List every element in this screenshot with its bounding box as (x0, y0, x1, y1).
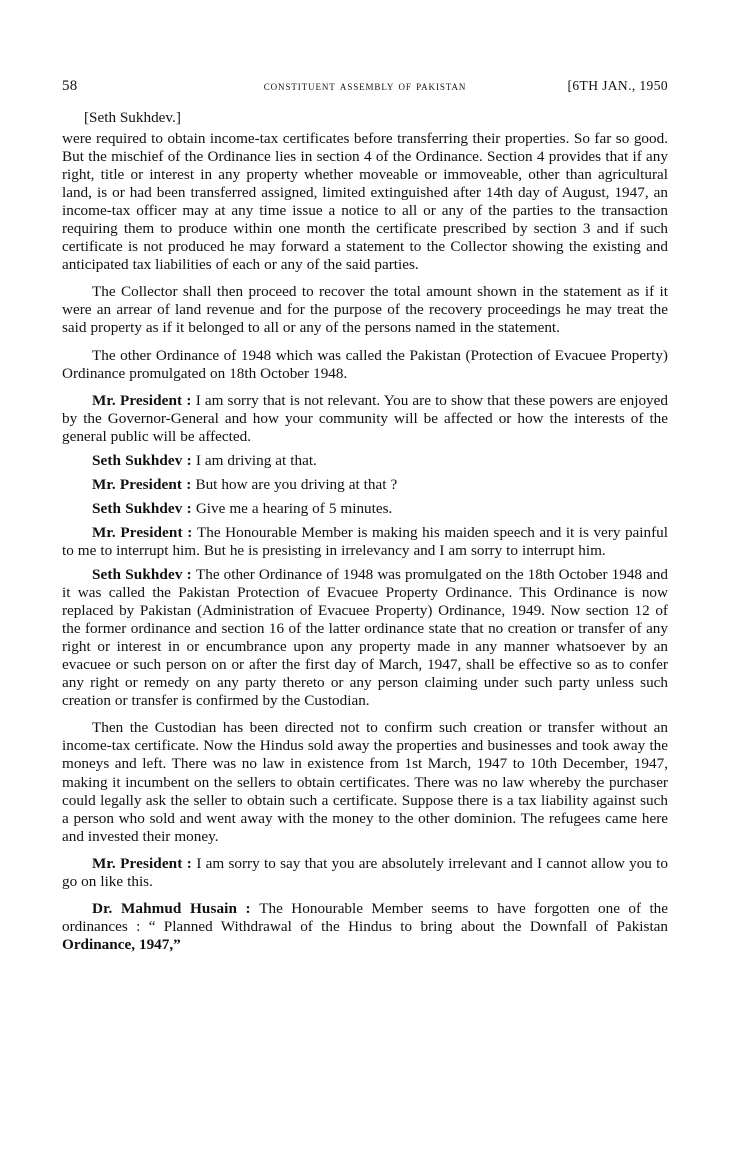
paragraph-custodian-directed: Then the Custodian has been directed not to confirm such creation or transfer without an income-tax certificate. Now the Hindus sold away the properties and businesses and took away the moneys and left. There was no law in existence from 1st March, 1947 to 10th December, 1947, making it incumbent on the sellers to obtain certificates. There was no law whereby the purchaser could legally ask the seller to obtain such a certificate. Suppose there is a tax liability against such a person who sold and went away with the money to the other dominion. The refugees came here and invested their money. (62, 719, 668, 845)
dialogue-text: I am driving at that. (195, 451, 317, 469)
dialogue-text: The other Ordinance of 1948 was promulgated on the 18th October 1948 and it was called the Pakistan Protection of Evacuee Property Ordinance. This Ordinance is now replaced by Pakistan (Administration of Evacuee Property) Ordinance, 1949. Now section 12 of the former ordinance and section 16 of the latter ordinance state that no creation or transfer of any right or interest in or encumbrance upon any property made in any manner whatsoever by an evacuee or such person on or after the first day of March, 1947, shall be effective so as to confer any right or remedy on any party thereto or any person claiming under such party unless such creation or transfer is confirmed by the Custodian. (62, 565, 668, 710)
dialogue-turn-husain-1 (62, 900, 668, 954)
paragraph-collector-recovery: The Collector shall then proceed to recover the total amount shown in the statement as if it were an arrear of land revenue and for the purpose of the recovery proceedings he may treat the said property as if it belonged to all or any of the persons named in the statement. (62, 283, 668, 337)
running-head-title: constituent assembly of pakistan (263, 78, 467, 93)
dialogue-text: The Honourable Member seems to have forgotten one of the ordinances : “ Planned Withdrawal of the Hindus to bring about the Downfall of Pakistan (62, 899, 669, 935)
speaker-name-president: Mr. President (92, 391, 183, 409)
paragraph-other-ordinance-1948: The other Ordinance of 1948 which was called the Pakistan (Protection of Evacuee Property) Ordinance promulgated on 18th October 1948. (62, 346, 668, 382)
speaker-colon: : (182, 475, 196, 493)
speaker-name-sukhdev: Seth Sukhdev (92, 451, 183, 469)
dialogue-text: But how are you driving at that ? (195, 475, 398, 493)
speaker-colon: : (182, 451, 196, 469)
speaker-colon: : (237, 899, 260, 917)
running-head-date: [6TH JAN., 1950 (567, 78, 668, 93)
speaker-colon: : (182, 854, 197, 872)
dialogue-text: The Honourable Member is making his maiden speech and it is very painful to me to interrupt him. But he is presisting in irrelevancy and I am sorry to interrupt him. (62, 523, 668, 559)
speaker-name-president: Mr. President (92, 523, 183, 541)
paragraph-continued: were required to obtain income-tax certificates before transferring their properties. So far so good. But the mischief of the Ordinance lies in section 4 of the Ordinance. Section 4 provides that if any right, title or interest in any property whether moveable or immoveable, other than agricultural land, is or had been transferred assigned, limited extinguished after 14th day of August, 1947, an income-tax officer may at any time issue a notice to all or any of the parties to the transaction requiring them to produce within one month the certificate prescribed by section 3 and if such certificate is not produced he may forward a statement to the Collector showing the existing and anticipated tax liabilities of each or any of the said parties. (62, 130, 668, 274)
speaker-name-husain: Dr. Mahmud Husain (92, 899, 238, 917)
dialogue-turn-president-3 (62, 524, 668, 560)
speaker-name-sukhdev: Seth Sukhdev (92, 565, 183, 583)
dialogue-text: I am sorry to say that you are absolutely irrelevant and I cannot allow you to go on like this. (62, 854, 668, 890)
body-text-column (62, 108, 668, 954)
dialogue-text: I am sorry that is not relevant. You are to show that these powers are enjoyed by the Governor-General and how your community will be affected or how the interests of the general public will be affected. (62, 391, 668, 445)
speaker-name-sukhdev: Seth Sukhdev (92, 499, 183, 517)
dialogue-text-emphasis: Ordinance, 1947,” (62, 935, 181, 953)
speaker-catchline: [Seth Sukhdev.] (84, 109, 181, 126)
speaker-colon: : (182, 499, 196, 517)
speaker-colon: : (182, 565, 196, 583)
dialogue-text: Give me a hearing of 5 minutes. (195, 499, 393, 517)
speaker-colon: : (182, 391, 196, 409)
speaker-name-president: Mr. President (92, 854, 183, 872)
speaker-colon: : (182, 523, 198, 541)
dialogue-turn-sukhdev-1 (62, 452, 668, 470)
dialogue-turn-president-4 (62, 855, 668, 891)
speaker-name-president: Mr. President (92, 475, 183, 493)
dialogue-turn-sukhdev-3 (62, 566, 668, 710)
dialogue-turn-sukhdev-2 (62, 500, 668, 518)
dialogue-turn-president-2 (62, 476, 668, 494)
page-folio-number: 58 (62, 78, 78, 94)
dialogue-turn-president-1 (62, 392, 668, 446)
running-head (62, 78, 668, 98)
